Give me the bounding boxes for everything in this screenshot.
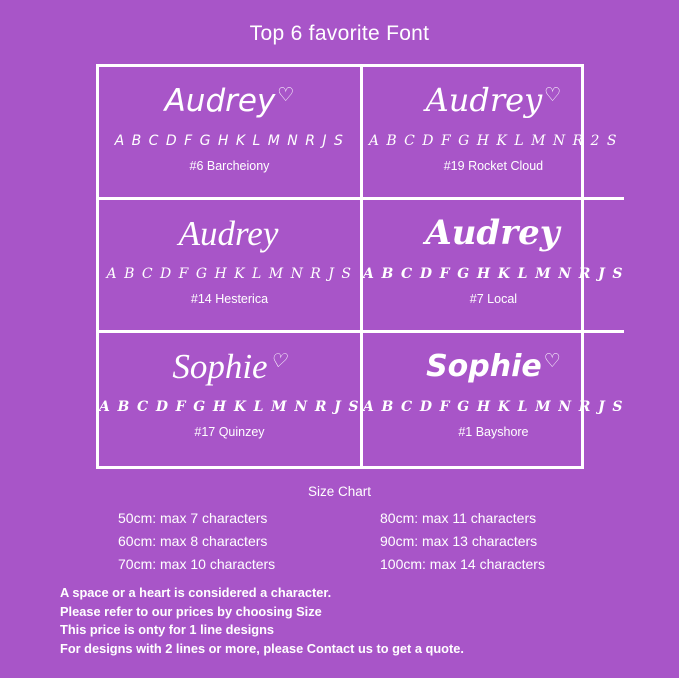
font-grid xyxy=(96,64,624,469)
note-line-3: This price is onty for 1 line designs xyxy=(60,622,275,637)
size-row-70cm: 70cm: max 10 characters xyxy=(118,556,276,572)
sample-word: Audrey xyxy=(164,82,276,119)
size-row-90cm: 90cm: max 13 characters xyxy=(380,533,538,549)
size-row-60cm: 60cm: max 8 characters xyxy=(118,533,268,549)
font-alphabet: A B C D F G H K L M N R J S xyxy=(114,133,345,149)
heart-icon: ♡ xyxy=(544,83,562,106)
font-alphabet: A B C D F G H K L M N R J S xyxy=(99,399,360,415)
size-chart-title: Size Chart xyxy=(307,484,372,499)
size-chart-table xyxy=(118,510,578,572)
font-name-label: #6 Barcheiony xyxy=(189,159,270,173)
font-alphabet: A B C D F G H K L M N R 2 S xyxy=(368,133,619,149)
font-sample-text xyxy=(426,75,562,127)
notes-block xyxy=(60,584,464,658)
font-name-label: #14 Hesterica xyxy=(190,292,269,306)
font-sample-text xyxy=(172,341,286,393)
font-option-3[interactable] xyxy=(99,200,363,333)
note-line-4: For designs with 2 lines or more, please Contact us to get a quote. xyxy=(60,640,464,656)
font-name-label: #17 Quinzey xyxy=(194,425,265,439)
sample-word: Audrey xyxy=(178,213,279,253)
note-line-2: Please refer to our prices by choosing Size xyxy=(60,603,322,619)
font-option-6[interactable] xyxy=(363,333,624,466)
font-option-2[interactable] xyxy=(363,67,624,200)
font-sample-text xyxy=(425,208,561,260)
size-row-100cm: 100cm: max 14 characters xyxy=(380,556,545,572)
sample-word: Sophie xyxy=(172,346,268,386)
font-sample-text xyxy=(179,208,281,260)
sample-word: Sophie xyxy=(426,349,542,385)
heart-icon: ♡ xyxy=(277,83,295,106)
font-name-label: #7 Local xyxy=(469,292,518,306)
heart-icon: ♡ xyxy=(543,349,561,372)
font-name-label: #1 Bayshore xyxy=(458,425,529,439)
font-option-5[interactable] xyxy=(99,333,363,466)
size-row-50cm: 50cm: max 7 characters xyxy=(118,510,268,526)
font-sample-text xyxy=(165,75,295,127)
font-option-1[interactable] xyxy=(99,67,363,200)
page-title: Top 6 favorite Font xyxy=(249,22,430,45)
font-alphabet: A B C D F G H K L M N R J S xyxy=(362,266,624,282)
font-alphabet: A B C D F G H K L M N R J S xyxy=(106,266,353,282)
sample-word: Audrey xyxy=(425,81,543,120)
font-alphabet: A B C D F G H K L M N R J S xyxy=(362,399,624,415)
sample-word: Audrey xyxy=(425,213,560,254)
size-row-80cm: 80cm: max 11 characters xyxy=(380,510,537,526)
note-line-1: A space or a heart is considered a character. xyxy=(60,585,332,600)
font-option-4[interactable] xyxy=(363,200,624,333)
heart-icon: ♡ xyxy=(269,350,287,372)
font-name-label: #19 Rocket Cloud xyxy=(443,159,544,173)
font-sample-text xyxy=(426,341,561,393)
